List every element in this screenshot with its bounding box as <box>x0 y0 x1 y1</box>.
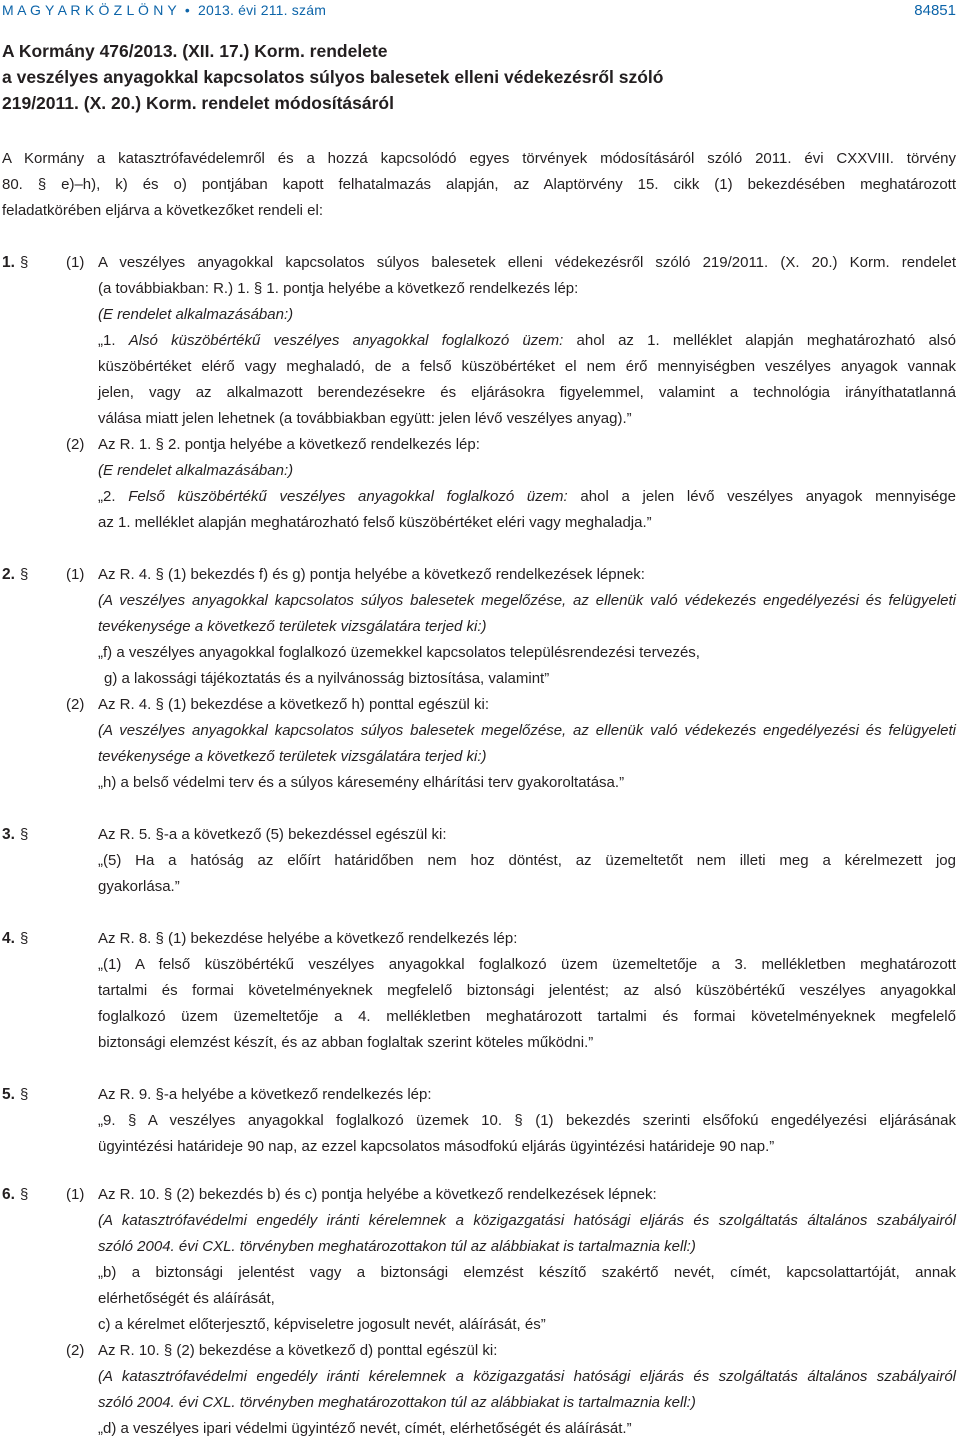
text-line: jelen, vagy az alkalmazott berendezésekre és eljárásokra figyelemmel, valamint a technológia irányíthatatlanná <box>98 384 956 401</box>
italic-text: szóló 2004. évi CXL. törvényben meghatározottakon túl az alábbiakat is tartalmaznia kell:) <box>98 1238 696 1255</box>
italic-text: (E rendelet alkalmazásában:) <box>98 306 294 323</box>
text-line: válása miatt jelen lehetnek (a továbbiakban együtt: jelen lévő veszélyes anyag).” <box>98 410 632 427</box>
italic-text: (E rendelet alkalmazásában:) <box>98 462 294 479</box>
text-line: „(1) A felső küszöbértékű veszélyes anyagokkal foglalkozó üzem üzemeltetője a 3. mellékletben meghatározott <box>98 956 956 973</box>
text-line: g) a lakossági tájékoztatás és a nyilvánosság biztosítása, valamint” <box>104 670 550 687</box>
title-line: A Kormány 476/2013. (XII. 17.) Korm. rendelete <box>2 41 388 61</box>
text-line <box>98 328 956 354</box>
text-line <box>98 744 956 770</box>
section-number: 1. <box>2 254 15 271</box>
text-line: biztonsági elemzést készít, és az abban foglaltak szerint köteles működni.” <box>98 1034 594 1051</box>
section-number: 5. <box>2 1086 15 1103</box>
preamble-line: 80. § e)–h), k) és o) pontjában kapott felhatalmazás alapján, az Alaptörvény 15. cikk (1) bekezdésében meghatározott <box>2 176 956 193</box>
text-line <box>98 484 956 510</box>
text-line: Az R. 9. §-a helyébe a következő rendelkezés lép: <box>98 1086 432 1103</box>
text-line <box>98 718 956 744</box>
text-line: küszöbértéket elérő vagy meghaladó, de a felső küszöbértéket el nem érő mennyiségben veszélyes anyagok vannak <box>98 358 956 375</box>
paragraph-label: (1) <box>66 566 85 583</box>
section-1-paragraph-1 <box>98 250 956 432</box>
section-2-paragraph-1 <box>98 562 956 692</box>
text-line <box>98 1364 956 1390</box>
text-line: „d) a veszélyes ipari védelmi ügyintéző nevét, címét, elérhetőségét és aláírását.” <box>98 1420 632 1437</box>
text-line: Az R. 1. § 2. pontja helyébe a következő rendelkezés lép: <box>98 436 480 453</box>
section-sign: § <box>20 826 29 843</box>
text-line: „b) a biztonsági jelentést vagy a biztonsági elemzést készítő szakértő nevét, címét, kapcsolattartóját, annak <box>98 1264 956 1281</box>
text-line <box>98 1208 956 1234</box>
issue-number: 2013. évi 211. szám <box>198 2 327 18</box>
section-6-paragraph-1 <box>98 1182 956 1338</box>
section-sign: § <box>20 254 29 271</box>
paragraph-label: (1) <box>66 254 85 271</box>
text-line: foglalkozó üzem üzemeltetője a 4. mellékletben meghatározott tartalmi és formai követelményeknek megfelelő <box>98 1008 956 1025</box>
text-line: Az R. 4. § (1) bekezdése a következő h) ponttal egészül ki: <box>98 696 490 713</box>
section-number: 4. <box>2 930 15 947</box>
paragraph-label: (2) <box>66 436 85 453</box>
section-number: 2. <box>2 566 15 583</box>
text-line: „(5) Ha a hatóság az előírt határidőben nem hoz döntést, az üzemeltetőt nem illeti meg a kérelmezett jog <box>98 852 956 869</box>
title-line: 219/2011. (X. 20.) Korm. rendelet módosításáról <box>2 93 394 113</box>
text-line: c) a kérelmet előterjesztő, képviseletre jogosult nevét, aláírását, és” <box>98 1316 546 1333</box>
text-line: elérhetőségét és aláírását, <box>98 1290 275 1307</box>
quote-open: „2. <box>98 488 129 505</box>
header-bullet: • <box>184 2 190 18</box>
italic-text: (A veszélyes anyagokkal kapcsolatos súlyos balesetek megelőzése, az ellenük való védekezés engedélyezési és felügyeleti <box>98 592 956 609</box>
text-line: Az R. 10. § (2) bekezdés b) és c) pontja helyébe a következő rendelkezések lépnek: <box>98 1186 657 1203</box>
paragraph-label: (1) <box>66 1186 85 1203</box>
section-3-body <box>98 822 956 900</box>
section-6-paragraph-2 <box>98 1338 956 1442</box>
text-line: „h) a belső védelmi terv és a súlyos káresemény elhárítási terv gyakoroltatása.” <box>98 774 625 791</box>
preamble-line: feladatkörében eljárva a következőket rendeli el: <box>2 202 324 219</box>
section-1-paragraph-2 <box>98 432 956 536</box>
text-line: az 1. melléklet alapján meghatározható felső küszöbértéket eléri vagy meghaladja.” <box>98 514 652 531</box>
paragraph-label: (2) <box>66 1342 85 1359</box>
text-line <box>98 1234 956 1260</box>
plain-text: ahol a jelen lévő veszélyes anyagok mennyisége <box>567 488 956 505</box>
page-number: 84851 <box>914 2 956 19</box>
section-number: 6. <box>2 1186 15 1203</box>
text-line: „f) a veszélyes anyagokkal foglalkozó üzemekkel kapcsolatos településrendezési tervezés, <box>98 644 700 661</box>
text-line: Az R. 8. § (1) bekezdése helyébe a következő rendelkezés lép: <box>98 930 518 947</box>
running-header <box>2 2 326 18</box>
section-sign: § <box>20 566 29 583</box>
section-number: 3. <box>2 826 15 843</box>
text-line: gyakorlása.” <box>98 878 180 895</box>
text-line: (a továbbiakban: R.) 1. § 1. pontja helyébe a következő rendelkezés lép: <box>98 280 579 297</box>
italic-text: Alsó küszöbértékű veszélyes anyagokkal foglalkozó üzem: <box>128 332 564 349</box>
preamble-line: A Kormány a katasztrófavédelemről és a hozzá kapcsolódó egyes törvények módosításáról szóló 2011. évi CXXVIII. törvény <box>2 150 956 167</box>
italic-text: (A katasztrófavédelmi engedély iránti kérelemnek a közigazgatási hatósági eljárás és szolgáltatás általános szabályairól <box>98 1212 956 1229</box>
italic-text: (A katasztrófavédelmi engedély iránti kérelemnek a közigazgatási hatósági eljárás és szolgáltatás általános szabályairól <box>98 1368 956 1385</box>
section-sign: § <box>20 1086 29 1103</box>
section-4-body <box>98 926 956 1056</box>
paragraph-label: (2) <box>66 696 85 713</box>
section-sign: § <box>20 930 29 947</box>
section-5-body <box>98 1082 956 1160</box>
text-line <box>98 1390 956 1416</box>
text-line: Az R. 5. §-a a következő (5) bekezdéssel egészül ki: <box>98 826 447 843</box>
text-line: A veszélyes anyagokkal kapcsolatos súlyos balesetek elleni védekezésről szóló 219/2011. (X. 20.) Korm. rendelet <box>98 254 956 271</box>
text-line: „9. § A veszélyes anyagokkal foglalkozó üzemek 10. § (1) bekezdés szerinti elsőfokú engedélyezési eljárásának <box>98 1112 956 1129</box>
section-2-paragraph-2 <box>98 692 956 796</box>
italic-text: tevékenysége a következő területek vizsgálatára terjed ki:) <box>98 748 487 765</box>
preamble <box>2 146 956 224</box>
text-line <box>98 588 956 614</box>
text-line: tartalmi és formai követelményeknek megfelelő biztonsági jelentést; az alsó küszöbértékű veszélyes anyagokkal <box>98 982 956 999</box>
decree-title <box>2 38 942 116</box>
italic-text: (A veszélyes anyagokkal kapcsolatos súlyos balesetek megelőzése, az ellenük való védekezés engedélyezési és felügyeleti <box>98 722 956 739</box>
text-line <box>98 302 956 328</box>
quote-open: „1. <box>98 332 129 349</box>
text-line: ügyintézési határideje 90 nap, az ezzel kapcsolatos másodfokú eljárás ügyintézési határideje 90 nap.” <box>98 1138 775 1155</box>
text-line <box>98 458 956 484</box>
text-line: Az R. 10. § (2) bekezdése a következő d) ponttal egészül ki: <box>98 1342 498 1359</box>
section-sign: § <box>20 1186 29 1203</box>
text-line <box>98 614 956 640</box>
italic-text: Felső küszöbértékű veszélyes anyagokkal foglalkozó üzem: <box>128 488 568 505</box>
plain-text: ahol az 1. melléklet alapján meghatározható alsó <box>563 332 956 349</box>
italic-text: szóló 2004. évi CXL. törvényben meghatározottakon túl az alábbiakat is tartalmaznia kell:) <box>98 1394 696 1411</box>
italic-text: tevékenysége a következő területek vizsgálatára terjed ki:) <box>98 618 487 635</box>
text-line: Az R. 4. § (1) bekezdés f) és g) pontja helyébe a következő rendelkezések lépnek: <box>98 566 645 583</box>
gazette-name: M A G Y A R K Ö Z L Ö N Y <box>2 2 177 18</box>
title-line: a veszélyes anyagokkal kapcsolatos súlyos balesetek elleni védekezésről szóló <box>2 67 664 87</box>
